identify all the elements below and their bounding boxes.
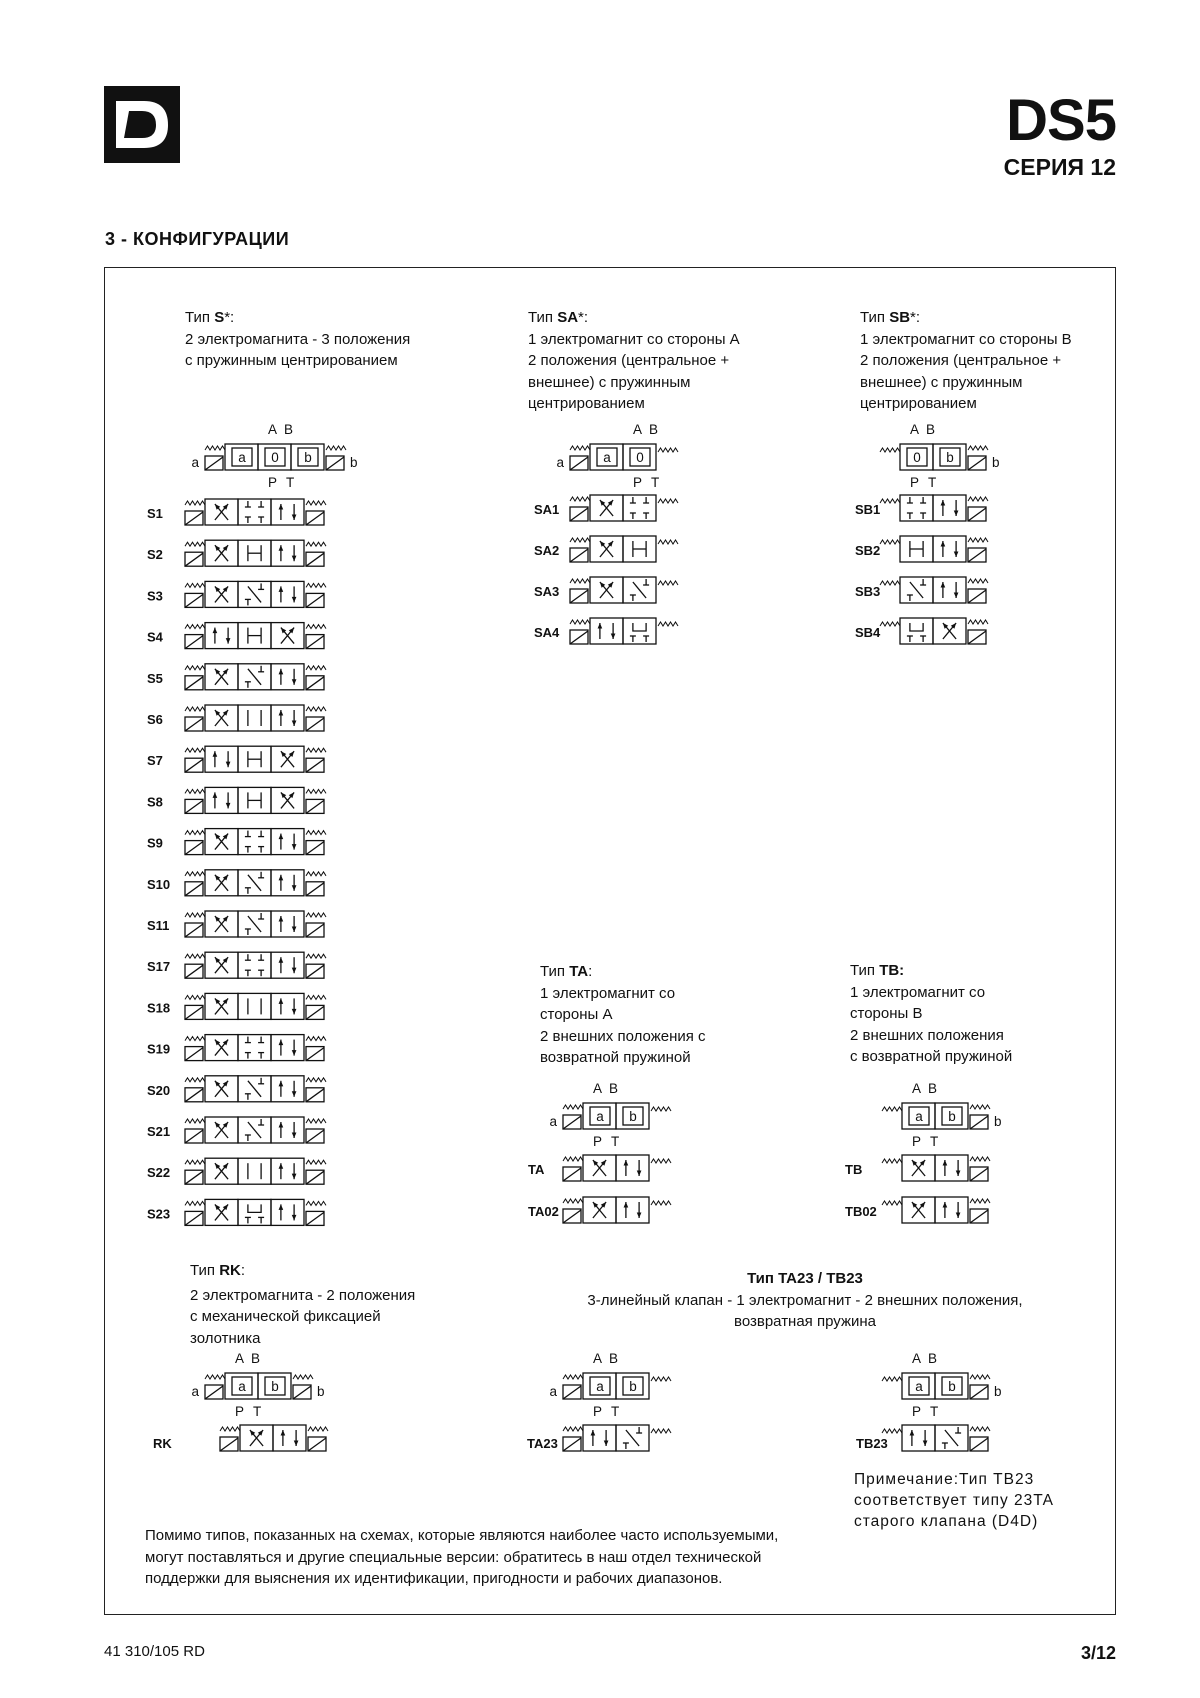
- box-letter: b: [304, 450, 312, 465]
- variant-label-sa3: SA3: [534, 584, 560, 599]
- box-letter: b: [271, 1379, 279, 1394]
- variant-label-s20: S20: [147, 1082, 171, 1098]
- box-letter: b: [948, 1109, 956, 1124]
- port-t-label: T: [611, 1404, 620, 1419]
- port-t-label: T: [611, 1134, 620, 1149]
- sb-header-symbol: [880, 444, 988, 470]
- box-letter: a: [603, 450, 611, 465]
- type-ta23-description: Тип TA23 / TB23 3-линейный клапан - 1 электромагнит - 2 внешних положения, возвратная пружина: [587, 1270, 1023, 1330]
- port-t-label: T: [286, 475, 295, 490]
- box-letter: b: [629, 1109, 637, 1124]
- valve-s17: [185, 952, 326, 978]
- special-versions-note: Помимо типов, показанных на схемах, которые являются наиболее часто используемыми, могут поставляться и другие специальные версии: обратитесь в наш отдел технической поддержки для выяснения их идентификации, пригодности и рабочих диапазонов.: [145, 1527, 779, 1587]
- box-letter: a: [915, 1109, 923, 1124]
- variant-label-s8: S8: [147, 794, 163, 810]
- valve-sa2: [570, 536, 678, 562]
- valve-tb23: [882, 1425, 990, 1451]
- ta23-header-symbol: [563, 1373, 671, 1399]
- valve-s19: [185, 1035, 326, 1061]
- port-t-label: T: [930, 1404, 939, 1419]
- solenoid-b-label: b: [317, 1384, 325, 1399]
- box-letter: a: [596, 1109, 604, 1124]
- ta-header-symbol: [563, 1103, 671, 1129]
- type-tb-description: Тип TB: 1 электромагнит со стороны В 2 внешних положения с возвратной пружиной: [850, 962, 1013, 1065]
- port-b-label: B: [926, 422, 936, 437]
- valve-s9: [185, 829, 326, 855]
- model-title: DS5: [1006, 88, 1116, 153]
- port-p-label: P: [593, 1134, 603, 1149]
- solenoid-a-label: a: [556, 455, 564, 470]
- port-b-label: B: [284, 422, 294, 437]
- variant-label-s2: S2: [147, 547, 163, 563]
- valve-tb02: [882, 1197, 990, 1223]
- port-t-label: T: [253, 1404, 262, 1419]
- variant-label-s19: S19: [147, 1041, 171, 1057]
- variant-label-sa1: SA1: [534, 502, 560, 517]
- port-a-label: A: [235, 1351, 245, 1366]
- variant-label-s17: S17: [147, 959, 171, 975]
- valve-s6: [185, 705, 326, 731]
- variant-label-sa2: SA2: [534, 543, 560, 558]
- variant-label-s4: S4: [147, 629, 163, 645]
- port-p-label: P: [633, 475, 643, 490]
- valve-tb: [882, 1155, 990, 1181]
- port-t-label: T: [930, 1134, 939, 1149]
- port-p-label: P: [593, 1404, 603, 1419]
- valve-sa1: [570, 495, 678, 521]
- port-t-label: T: [928, 475, 937, 490]
- page-number: 3/12: [1080, 1643, 1116, 1663]
- port-b-label: B: [649, 422, 659, 437]
- variant-label-s6: S6: [147, 712, 163, 727]
- variant-label-s10: S10: [147, 876, 171, 892]
- rk-header-symbol: [205, 1373, 313, 1399]
- box-letter: b: [946, 450, 954, 465]
- solenoid-b-label: b: [994, 1384, 1002, 1399]
- valve-s20: [185, 1076, 326, 1102]
- variant-label-s23: S23: [147, 1206, 171, 1222]
- valve-sb4: [880, 618, 988, 644]
- variant-label-ta: TA: [528, 1162, 545, 1177]
- valve-s1: [185, 499, 326, 525]
- valve-s4: [185, 623, 326, 649]
- variant-label-sb3: SB3: [855, 584, 881, 599]
- document-number: 41 310/105 RD: [104, 1643, 205, 1660]
- variant-label-tb23: TB23: [856, 1436, 888, 1451]
- valve-rk: [220, 1425, 328, 1451]
- type-s-description: Тип S*: 2 электромагнита - 3 положения с пружинным центрированием: [185, 309, 411, 369]
- variant-label-sb2: SB2: [855, 543, 881, 558]
- port-a-label: A: [633, 422, 643, 437]
- port-a-label: A: [593, 1081, 603, 1096]
- box-letter: a: [238, 450, 246, 465]
- port-a-label: A: [912, 1351, 922, 1366]
- port-b-label: B: [609, 1081, 619, 1096]
- box-letter: b: [948, 1379, 956, 1394]
- variant-label-s1: S1: [147, 506, 163, 521]
- tb23-note: Примечание:Тип TB23 соответствует типу 23TA старого клапана (D4D): [854, 1471, 1054, 1530]
- variant-label-s18: S18: [147, 1000, 171, 1016]
- valve-s10: [185, 870, 326, 896]
- port-b-label: B: [928, 1351, 938, 1366]
- variant-label-s11: S11: [147, 918, 170, 933]
- solenoid-a-label: a: [191, 455, 199, 470]
- variant-label-s7: S7: [147, 753, 163, 769]
- port-b-label: B: [928, 1081, 938, 1096]
- variant-label-s21: S21: [147, 1124, 171, 1139]
- variant-label-sb4: SB4: [855, 625, 881, 640]
- port-a-label: A: [910, 422, 920, 437]
- box-letter: 0: [271, 450, 279, 465]
- solenoid-a-label: a: [549, 1114, 557, 1129]
- valve-ta23: [563, 1425, 671, 1451]
- series-subtitle: СЕРИЯ 12: [1003, 154, 1116, 180]
- valve-sa4: [570, 618, 678, 644]
- port-b-label: B: [251, 1351, 261, 1366]
- variant-label-s9: S9: [147, 835, 163, 851]
- solenoid-a-label: a: [191, 1384, 199, 1399]
- valve-ta02: [563, 1197, 671, 1223]
- valve-s18: [185, 993, 326, 1019]
- type-sa-description: Тип SA*: 1 электромагнит со стороны А 2 положения (центральное + внешнее) с пружинным центрированием: [528, 309, 740, 412]
- valve-sb1: [880, 495, 988, 521]
- tb23-header-symbol: [882, 1373, 990, 1399]
- variant-label-s5: S5: [147, 670, 163, 686]
- valve-s22: [185, 1158, 326, 1184]
- solenoid-b-label: b: [350, 455, 358, 470]
- port-p-label: P: [912, 1404, 922, 1419]
- variant-label-sb1: SB1: [855, 502, 881, 517]
- port-p-label: P: [268, 475, 278, 490]
- valve-s21: [185, 1117, 326, 1143]
- section-title: 3 - КОНФИГУРАЦИИ: [105, 229, 290, 249]
- port-p-label: P: [235, 1404, 245, 1419]
- box-letter: 0: [913, 450, 921, 465]
- valve-s3: [185, 581, 326, 607]
- variant-label-tb: TB: [845, 1162, 863, 1177]
- variant-label-ta23: TA23: [527, 1436, 558, 1451]
- valve-sa3: [570, 577, 678, 603]
- type-ta-description: Тип TA: 1 электромагнит со стороны А 2 внешних положения с возвратной пружиной: [540, 963, 706, 1066]
- solenoid-b-label: b: [994, 1114, 1002, 1129]
- port-t-label: T: [651, 475, 660, 490]
- port-a-label: A: [268, 422, 278, 437]
- valve-s8: [185, 787, 326, 813]
- variant-label-ta02: TA02: [528, 1204, 559, 1219]
- variant-label-s22: S22: [147, 1165, 171, 1181]
- valve-s7: [185, 746, 326, 772]
- box-letter: a: [238, 1379, 246, 1394]
- valve-s23: [185, 1199, 326, 1225]
- box-letter: 0: [636, 450, 644, 465]
- solenoid-a-label: a: [549, 1384, 557, 1399]
- valve-ta: [563, 1155, 671, 1181]
- port-b-label: B: [609, 1351, 619, 1366]
- valve-s2: [185, 540, 326, 566]
- valve-sb3: [880, 577, 988, 603]
- valve-sb2: [880, 536, 988, 562]
- port-a-label: A: [912, 1081, 922, 1096]
- box-letter: b: [629, 1379, 637, 1394]
- tb-header-symbol: [882, 1103, 990, 1129]
- type-rk-description: Тип RK: 2 электромагнита - 2 положения с механической фиксацией золотника: [190, 1262, 416, 1347]
- variant-label-tb02: TB02: [845, 1204, 877, 1219]
- box-letter: a: [596, 1379, 604, 1394]
- type-sb-description: Тип SB*: 1 электромагнит со стороны В 2 положения (центральное + внешнее) с пружинным центрированием: [860, 309, 1072, 412]
- port-p-label: P: [912, 1134, 922, 1149]
- variant-label-s3: S3: [147, 588, 163, 604]
- box-letter: a: [915, 1379, 923, 1394]
- solenoid-b-label: b: [992, 455, 1000, 470]
- variant-label-rk: RK: [153, 1436, 172, 1451]
- variant-label-sa4: SA4: [534, 625, 560, 640]
- port-a-label: A: [593, 1351, 603, 1366]
- valve-s11: [185, 911, 326, 937]
- sa-header-symbol: [570, 444, 678, 470]
- port-p-label: P: [910, 475, 920, 490]
- valve-s5: [185, 664, 326, 690]
